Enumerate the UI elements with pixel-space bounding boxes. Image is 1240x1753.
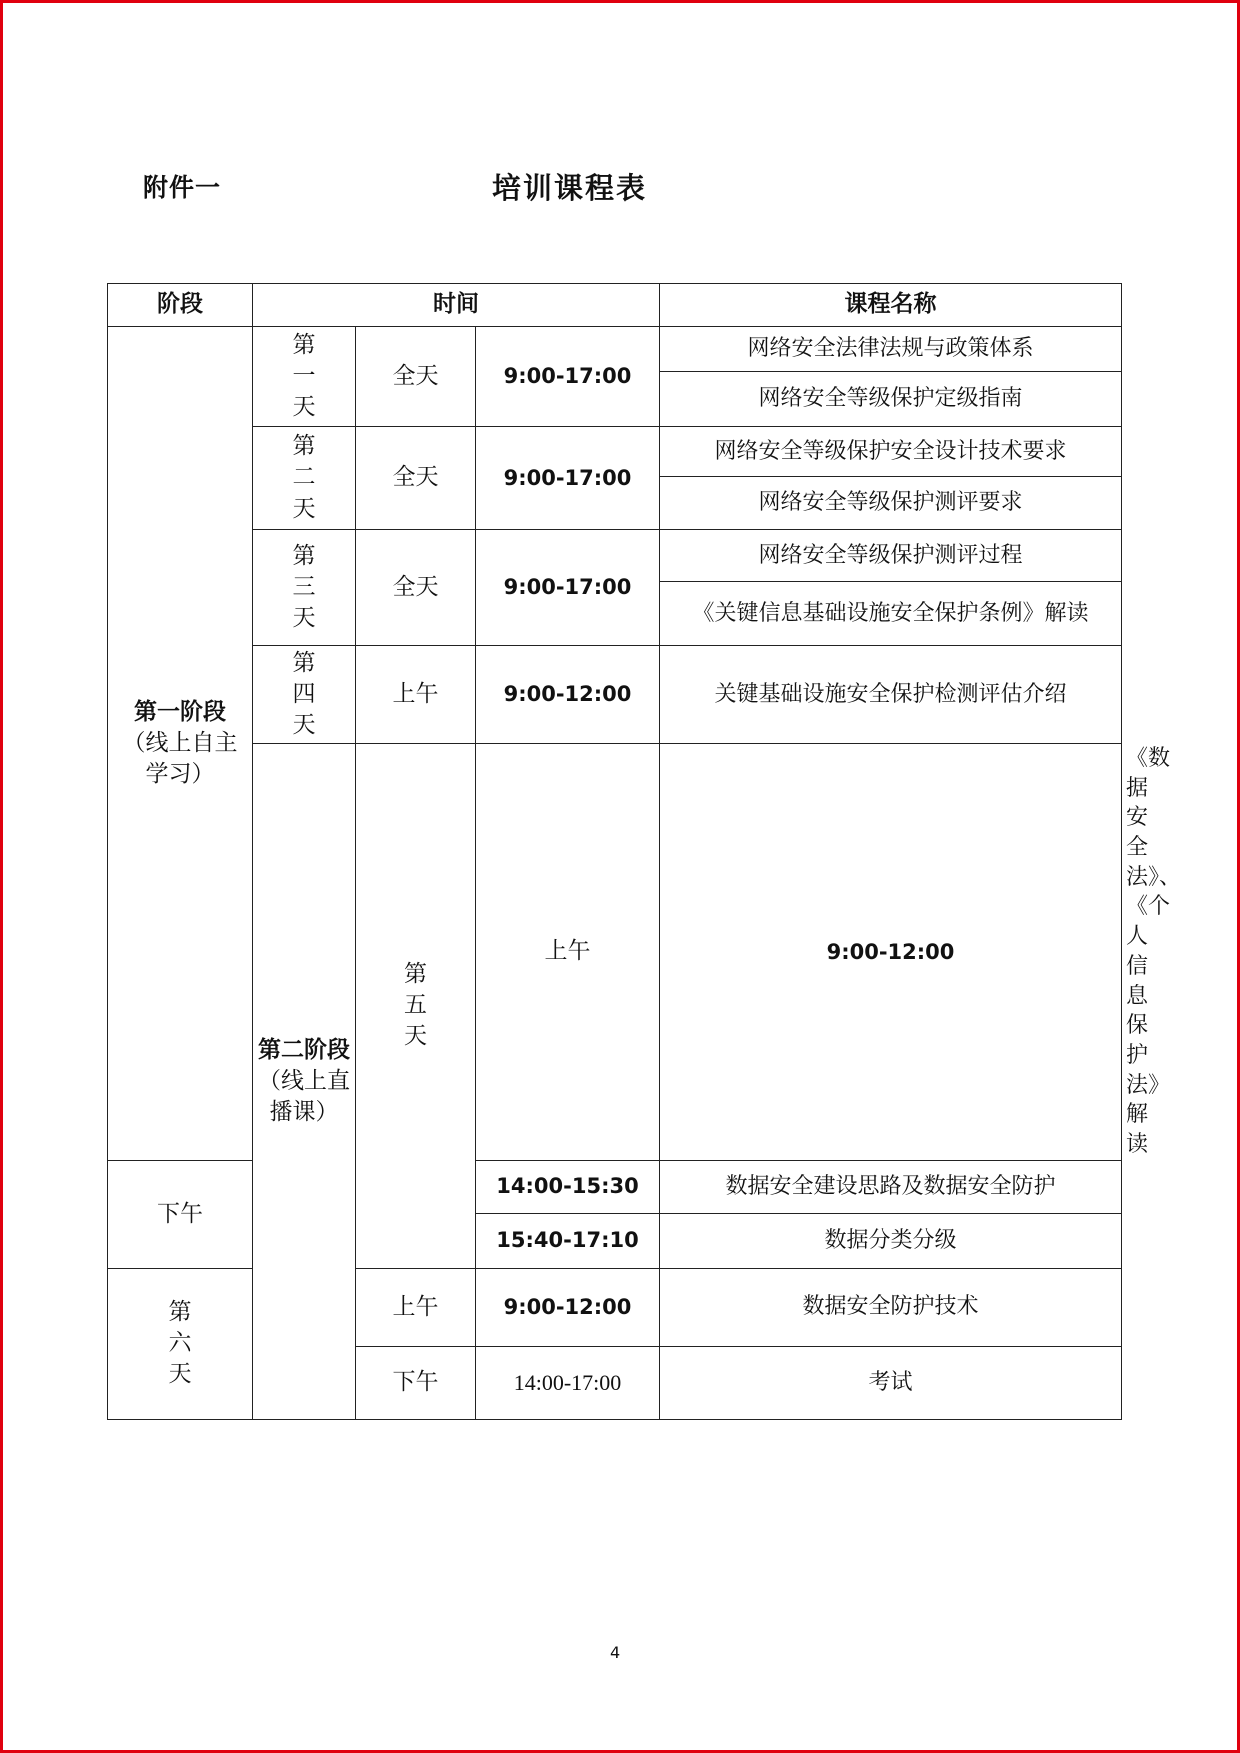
period-cell: 上午	[356, 646, 476, 744]
day-cell	[108, 1268, 253, 1419]
day-char: 天	[292, 712, 316, 739]
time-cell: 9:00-12:00	[476, 1268, 660, 1346]
course-cell: 数据安全建设思路及数据安全防护	[660, 1160, 1122, 1213]
table-header-row	[108, 284, 1122, 327]
period-cell: 下午	[108, 1160, 253, 1268]
course-cell: 网络安全等级保护测评过程	[660, 530, 1122, 582]
time-cell: 9:00-17:00	[476, 427, 660, 530]
time-cell: 9:00-17:00	[476, 530, 660, 646]
training-schedule-table	[107, 283, 1182, 1420]
day-char: 天	[168, 1361, 192, 1388]
day-char: 第	[168, 1299, 192, 1326]
table-row	[108, 427, 1122, 477]
course-cell: 关键基础设施安全保护检测评估介绍	[660, 646, 1122, 744]
day-cell	[253, 427, 356, 530]
time-cell: 14:00-17:00	[476, 1346, 660, 1419]
time-cell: 9:00-17:00	[476, 327, 660, 427]
course-cell: 数据分类分级	[660, 1213, 1122, 1268]
course-cell: 数据安全防护技术	[660, 1268, 1122, 1346]
day-char: 一	[292, 362, 316, 389]
day-cell	[253, 530, 356, 646]
day-char: 第	[292, 649, 316, 676]
course-cell: 《关键信息基础设施安全保护条例》解读	[660, 582, 1122, 646]
time-cell: 15:40-17:10	[476, 1213, 660, 1268]
course-cell: 网络安全等级保护测评要求	[660, 477, 1122, 530]
day-char: 天	[292, 394, 316, 421]
stage-cell	[253, 744, 356, 1420]
day-char: 六	[168, 1330, 192, 1357]
time-cell: 9:00-12:00	[476, 646, 660, 744]
header-course: 课程名称	[660, 284, 1122, 327]
day-char: 天	[292, 495, 316, 522]
header-time: 时间	[253, 284, 660, 327]
day-char: 五	[404, 992, 427, 1019]
stage-name: 第一阶段	[134, 698, 226, 725]
day-cell	[253, 646, 356, 744]
course-cell: 网络安全法律法规与政策体系	[660, 327, 1122, 372]
day-char: 第	[292, 542, 316, 569]
period-cell: 全天	[356, 327, 476, 427]
header-stage: 阶段	[108, 284, 253, 327]
day-char: 四	[292, 680, 316, 707]
stage-note: （线上自主学习）	[122, 729, 238, 787]
course-cell: 网络安全等级保护安全设计技术要求	[660, 427, 1122, 477]
day-char: 天	[404, 1023, 427, 1050]
table-row	[108, 327, 1122, 372]
day-cell	[356, 744, 476, 1269]
period-cell: 上午	[356, 1268, 476, 1346]
table-row: 第二阶段 （线上直播课） 第 五 天 上午 9:00-12:00 《数据安全法》、《个人信息保护法》解读	[108, 744, 1122, 1161]
stage-name: 第二阶段	[258, 1036, 350, 1063]
stage-note: （线上直播课）	[258, 1067, 350, 1125]
course-cell: 网络安全等级保护定级指南	[660, 372, 1122, 427]
day-char: 第	[404, 961, 427, 988]
day-char: 天	[292, 605, 316, 632]
table-row	[108, 530, 1122, 582]
page-number: 4	[610, 1643, 621, 1662]
period-cell: 全天	[356, 530, 476, 646]
period-cell: 下午	[356, 1346, 476, 1419]
attachment-label: 附件一	[143, 173, 222, 202]
document-title: 培训课程表	[492, 171, 648, 205]
stage-cell	[108, 327, 253, 1161]
period-cell: 上午	[476, 744, 660, 1161]
day-char: 二	[292, 464, 316, 491]
day-char: 第	[292, 331, 316, 358]
period-cell: 全天	[356, 427, 476, 530]
time-cell: 14:00-15:30	[476, 1160, 660, 1213]
day-char: 第	[292, 433, 316, 460]
day-cell	[253, 327, 356, 427]
course-cell: 考试	[660, 1346, 1122, 1419]
table-row	[108, 646, 1122, 744]
day-char: 三	[292, 573, 316, 600]
time-cell: 9:00-12:00	[660, 744, 1122, 1161]
